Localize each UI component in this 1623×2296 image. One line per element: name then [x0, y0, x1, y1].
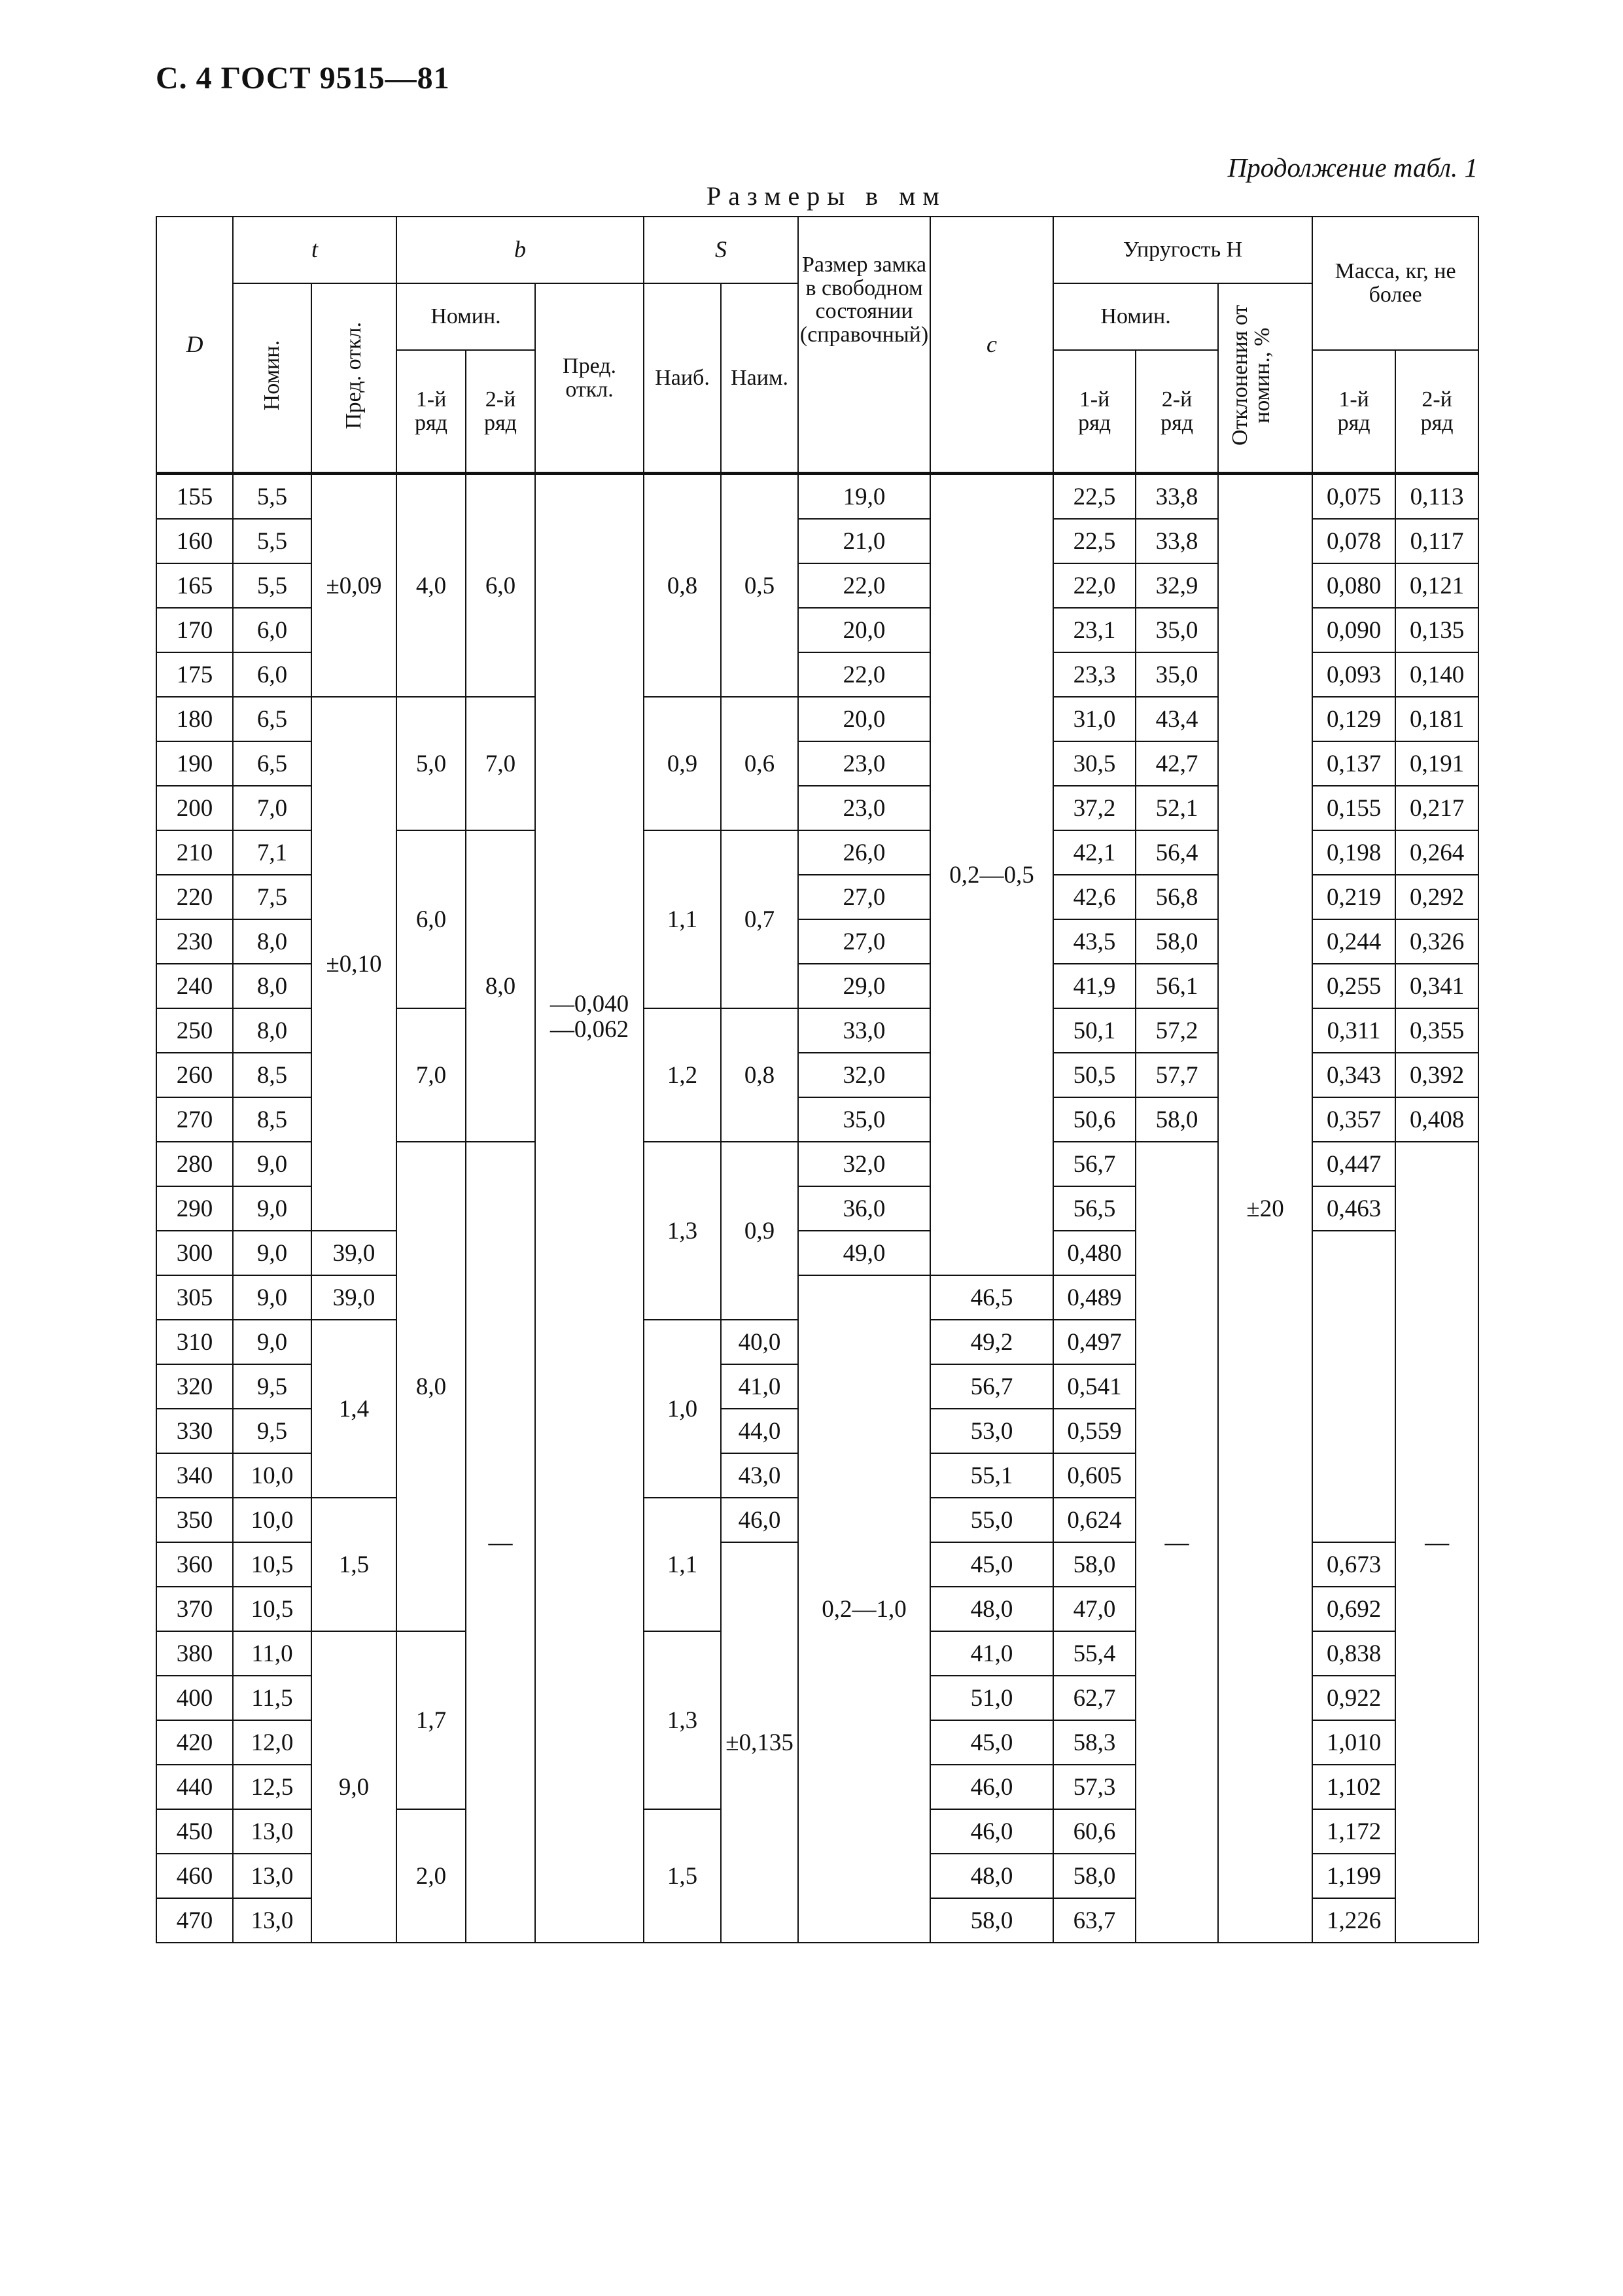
cell-u2: 57,2 [1136, 1008, 1218, 1053]
cell-zamok: 27,0 [798, 875, 930, 919]
cell-zamok: 48,0 [930, 1854, 1053, 1898]
cell-merged-b1: 5,0 [396, 697, 466, 830]
cell-zamok: 22,0 [798, 563, 930, 608]
cell-m1: 0,137 [1312, 741, 1395, 786]
cell-m2: 0,355 [1395, 1008, 1478, 1053]
cell-m1: 0,489 [1053, 1275, 1136, 1320]
cell-merged-smax: 1,4 [311, 1320, 396, 1498]
cell-m2: 0,341 [1395, 964, 1478, 1008]
cell-m1: 0,357 [1312, 1097, 1395, 1142]
cell-zamok: 21,0 [798, 519, 930, 563]
cell-merged-c: 0,2—1,0 [798, 1275, 930, 1943]
cell-u1: 47,0 [1053, 1587, 1136, 1631]
cell-t: 7,1 [233, 830, 311, 875]
cell-m1: 0,692 [1312, 1587, 1395, 1631]
cell-u1: 63,7 [1053, 1898, 1136, 1943]
cell-u1: 31,0 [1053, 697, 1136, 741]
cell-merged-b2: 7,0 [466, 697, 535, 830]
cell-d: 170 [156, 608, 233, 652]
cell-d: 155 [156, 474, 233, 520]
col-header-b-row2: 2-й ряд [466, 350, 535, 474]
cell-zamok: 20,0 [798, 697, 930, 741]
cell-u1: 42,1 [1053, 830, 1136, 875]
cell-d: 270 [156, 1097, 233, 1142]
cell-u1: 50,1 [1053, 1008, 1136, 1053]
cell-zamok: 58,0 [930, 1898, 1053, 1943]
cell-u2: 56,8 [1136, 875, 1218, 919]
cell-zamok: 44,0 [721, 1409, 798, 1453]
cell-d: 220 [156, 875, 233, 919]
cell-zamok: 33,0 [798, 1008, 930, 1053]
cell-zamok: 45,0 [930, 1720, 1053, 1765]
cell-m2: 0,140 [1395, 652, 1478, 697]
col-header-elasticity-nominal: Номин. [1053, 283, 1218, 350]
col-header-d: D [156, 217, 233, 474]
cell-u2: 33,8 [1136, 519, 1218, 563]
col-header-b-nominal: Номин. [396, 283, 535, 350]
cell-u1: 50,5 [1053, 1053, 1136, 1097]
cell-t: 10,0 [233, 1453, 311, 1498]
cell-u1: 49,0 [798, 1231, 930, 1275]
cell-merged-smax: 0,8 [644, 474, 721, 698]
cell-t: 13,0 [233, 1854, 311, 1898]
cell-merged-smin: 0,8 [721, 1008, 798, 1142]
cell-u1: 58,0 [1053, 1542, 1136, 1587]
cell-zamok: 29,0 [798, 964, 930, 1008]
cell-zamok: 35,0 [798, 1097, 930, 1142]
cell-t: 6,0 [233, 608, 311, 652]
cell-u1: 58,0 [1053, 1854, 1136, 1898]
col-header-c: c [930, 217, 1053, 474]
cell-m2: 0,135 [1395, 608, 1478, 652]
cell-d: 460 [156, 1854, 233, 1898]
cell-merged-ttol: ±0,09 [311, 474, 396, 698]
dimensions-table [156, 216, 1479, 1943]
cell-t: 10,5 [233, 1587, 311, 1631]
cell-u2: 58,0 [1136, 1097, 1218, 1142]
cell-u1: 49,2 [930, 1320, 1053, 1364]
cell-t: 12,0 [233, 1720, 311, 1765]
cell-zamok: 46,0 [721, 1498, 798, 1542]
cell-zamok: 27,0 [798, 919, 930, 964]
table-header [156, 217, 1478, 474]
col-header-b-row1: 1-й ряд [396, 350, 466, 474]
cell-t: 8,5 [233, 1053, 311, 1097]
cell-m1: 0,463 [1312, 1186, 1395, 1231]
cell-m1: 0,244 [1312, 919, 1395, 964]
cell-d: 165 [156, 563, 233, 608]
cell-t: 6,5 [233, 741, 311, 786]
cell-zamok: 41,0 [721, 1364, 798, 1409]
cell-t: 13,0 [233, 1809, 311, 1854]
cell-d: 370 [156, 1587, 233, 1631]
cell-t: 10,5 [233, 1542, 311, 1587]
cell-merged-smax: 1,3 [644, 1142, 721, 1320]
col-header-elasticity-row2: 2-й ряд [1136, 350, 1218, 474]
cell-zamok: 39,0 [311, 1231, 396, 1275]
cell-zamok: 41,0 [930, 1631, 1053, 1676]
cell-merged-smax: 1,5 [311, 1498, 396, 1631]
cell-t: 9,0 [233, 1142, 311, 1186]
cell-merged-b2: 6,0 [466, 474, 535, 698]
cell-d: 240 [156, 964, 233, 1008]
cell-m1: 0,838 [1312, 1631, 1395, 1676]
cell-m2: 0,408 [1395, 1097, 1478, 1142]
cell-zamok: 48,0 [930, 1587, 1053, 1631]
cell-u1: 22,0 [1053, 563, 1136, 608]
cell-zamok: 45,0 [930, 1542, 1053, 1587]
cell-m1: 0,075 [1312, 474, 1395, 520]
cell-m1: 0,311 [1312, 1008, 1395, 1053]
cell-d: 350 [156, 1498, 233, 1542]
cell-m1: 0,129 [1312, 697, 1395, 741]
cell-t: 12,5 [233, 1765, 311, 1809]
b-tolerance-lower: —0,062 [550, 1016, 629, 1043]
cell-m1: 0,219 [1312, 875, 1395, 919]
cell-u1: 56,7 [1053, 1142, 1136, 1186]
cell-merged-b1: 7,0 [396, 1008, 466, 1142]
cell-merged-smin: 0,7 [721, 830, 798, 1008]
dimensions-caption: Размеры в мм [707, 181, 947, 211]
col-header-s-max: Наиб. [644, 283, 721, 474]
cell-merged-otk: ±20 [1218, 474, 1312, 1943]
page-header: С. 4 ГОСТ 9515—81 [156, 61, 450, 96]
cell-merged-smax: 1,2 [644, 1008, 721, 1142]
cell-t: 6,5 [233, 697, 311, 741]
cell-zamok: 23,0 [798, 741, 930, 786]
cell-m1: 0,093 [1312, 652, 1395, 697]
cell-m2: 0,121 [1395, 563, 1478, 608]
cell-m2: 0,113 [1395, 474, 1478, 520]
cell-zamok: 40,0 [721, 1320, 798, 1364]
cell-zamok: 51,0 [930, 1676, 1053, 1720]
cell-zamok: 36,0 [798, 1186, 930, 1231]
cell-u1: 41,9 [1053, 964, 1136, 1008]
cell-zamok: 19,0 [798, 474, 930, 520]
cell-m1: 1,102 [1312, 1765, 1395, 1809]
cell-u1: 43,5 [1053, 919, 1136, 964]
cell-t: 9,0 [233, 1275, 311, 1320]
cell-zamok: 46,0 [930, 1765, 1053, 1809]
col-header-elasticity-row1: 1-й ряд [1053, 350, 1136, 474]
cell-merged-smin: 1,3 [644, 1631, 721, 1809]
cell-m2: 0,117 [1395, 519, 1478, 563]
cell-m1: 0,922 [1312, 1676, 1395, 1720]
cell-t: 8,0 [233, 1008, 311, 1053]
cell-u2: 56,4 [1136, 830, 1218, 875]
cell-t: 7,0 [233, 786, 311, 830]
cell-t: 8,0 [233, 919, 311, 964]
cell-merged-smin: 0,9 [721, 1142, 798, 1320]
cell-d: 250 [156, 1008, 233, 1053]
cell-u1: 50,6 [1053, 1097, 1136, 1142]
b-tolerance-upper: —0,040 [550, 991, 629, 1017]
cell-d: 305 [156, 1275, 233, 1320]
cell-m1: 0,673 [1312, 1542, 1395, 1587]
cell-m2: 0,181 [1395, 697, 1478, 741]
cell-t: 7,5 [233, 875, 311, 919]
cell-u1: 55,0 [930, 1498, 1053, 1542]
cell-m1: 0,080 [1312, 563, 1395, 608]
cell-u1: 46,5 [930, 1275, 1053, 1320]
cell-d: 260 [156, 1053, 233, 1097]
cell-merged-smin: 0,6 [721, 697, 798, 830]
cell-d: 300 [156, 1231, 233, 1275]
cell-m1: 0,605 [1053, 1453, 1136, 1498]
cell-merged-smax: 0,9 [644, 697, 721, 830]
cell-zamok: 20,0 [798, 608, 930, 652]
col-header-mass: Масса, кг, не более [1312, 217, 1478, 350]
cell-u1: 60,6 [1053, 1809, 1136, 1854]
cell-m2: 0,326 [1395, 919, 1478, 964]
cell-t: 11,0 [233, 1631, 311, 1676]
cell-d: 230 [156, 919, 233, 964]
table-row [156, 474, 1478, 520]
cell-merged-ttol: ±0,10 [311, 697, 396, 1231]
cell-d: 320 [156, 1364, 233, 1409]
cell-d: 290 [156, 1186, 233, 1231]
cell-t: 9,5 [233, 1364, 311, 1409]
cell-zamok: 26,0 [798, 830, 930, 875]
col-header-mass-row2: 2-й ряд [1395, 350, 1478, 474]
cell-d: 470 [156, 1898, 233, 1943]
cell-m1: 0,541 [1053, 1364, 1136, 1409]
col-header-elasticity: Упругость Н [1053, 217, 1312, 283]
cell-d: 310 [156, 1320, 233, 1364]
cell-u2: 58,0 [1136, 919, 1218, 964]
cell-t: 9,0 [233, 1186, 311, 1231]
cell-u1: 57,3 [1053, 1765, 1136, 1809]
col-header-b-tolerance: Пред. откл. [535, 283, 644, 474]
cell-u2: 56,1 [1136, 964, 1218, 1008]
col-header-t-nominal: Номин. [233, 283, 311, 474]
col-header-elasticity-deviation: Отклонения от номин., % [1218, 283, 1312, 474]
cell-merged-b1: 8,0 [396, 1142, 466, 1631]
cell-u2: 32,9 [1136, 563, 1218, 608]
cell-m2: 0,217 [1395, 786, 1478, 830]
cell-u2: 35,0 [1136, 652, 1218, 697]
cell-m1: 0,078 [1312, 519, 1395, 563]
cell-m1: 0,497 [1053, 1320, 1136, 1364]
cell-m1: 1,172 [1312, 1809, 1395, 1854]
cell-m1: 0,343 [1312, 1053, 1395, 1097]
cell-u2: 33,8 [1136, 474, 1218, 520]
cell-t: 10,0 [233, 1498, 311, 1542]
cell-u1: 37,2 [1053, 786, 1136, 830]
cell-d: 210 [156, 830, 233, 875]
cell-t: 9,0 [233, 1320, 311, 1364]
cell-u1: 22,5 [1053, 519, 1136, 563]
cell-d: 360 [156, 1542, 233, 1587]
col-header-s-min: Наим. [721, 283, 798, 474]
cell-m1: 1,010 [1312, 1720, 1395, 1765]
cell-u1: 55,4 [1053, 1631, 1136, 1676]
cell-merged-smin: 1,0 [644, 1320, 721, 1498]
cell-m1: 0,090 [1312, 608, 1395, 652]
cell-m1: 0,624 [1053, 1498, 1136, 1542]
cell-d: 340 [156, 1453, 233, 1498]
cell-d: 400 [156, 1676, 233, 1720]
cell-m1: 1,226 [1312, 1898, 1395, 1943]
cell-u1: 22,5 [1053, 474, 1136, 520]
table-continuation-label: Продолжение табл. 1 [1227, 152, 1478, 183]
cell-m1: 0,255 [1312, 964, 1395, 1008]
col-header-t: t [233, 217, 396, 283]
cell-m2: 0,392 [1395, 1053, 1478, 1097]
cell-t: 8,0 [233, 964, 311, 1008]
cell-u1: 56,7 [930, 1364, 1053, 1409]
cell-t: 13,0 [233, 1898, 311, 1943]
cell-m1: 0,447 [1312, 1142, 1395, 1186]
cell-m2: 0,264 [1395, 830, 1478, 875]
cell-m1: 1,199 [1312, 1854, 1395, 1898]
cell-u2: 57,7 [1136, 1053, 1218, 1097]
cell-d: 160 [156, 519, 233, 563]
cell-t: 5,5 [233, 474, 311, 520]
cell-m1: 0,559 [1053, 1409, 1136, 1453]
cell-merged-smax: 1,7 [396, 1631, 466, 1809]
cell-t: 9,0 [233, 1231, 311, 1275]
cell-merged-m2: — [1395, 1142, 1478, 1943]
table-container [156, 216, 1479, 1943]
cell-t: 5,5 [233, 519, 311, 563]
cell-zamok: 46,0 [930, 1809, 1053, 1854]
cell-d: 280 [156, 1142, 233, 1186]
cell-u2: 43,4 [1136, 697, 1218, 741]
cell-merged-smax: 2,0 [396, 1809, 466, 1943]
cell-merged-smax: 1,1 [644, 830, 721, 1008]
cell-d: 380 [156, 1631, 233, 1676]
col-header-s: S [644, 217, 798, 283]
cell-d: 330 [156, 1409, 233, 1453]
cell-merged-b2: — [466, 1142, 535, 1943]
table-body [156, 474, 1478, 1943]
col-header-t-tolerance: Пред. откл. [311, 283, 396, 474]
col-header-gap-size: Размер замка в свободном состоянии (справочный) [798, 217, 930, 474]
cell-u1: 42,6 [1053, 875, 1136, 919]
col-header-mass-row1: 1-й ряд [1312, 350, 1395, 474]
cell-u1: 55,1 [930, 1453, 1053, 1498]
cell-merged-smin: 1,1 [644, 1498, 721, 1631]
cell-merged-smin: 0,5 [721, 474, 798, 698]
cell-u2: 52,1 [1136, 786, 1218, 830]
cell-zamok: 23,0 [798, 786, 930, 830]
cell-d: 420 [156, 1720, 233, 1765]
cell-u2: 42,7 [1136, 741, 1218, 786]
cell-zamok: 32,0 [798, 1142, 930, 1186]
cell-t: 9,5 [233, 1409, 311, 1453]
cell-merged-ttol: ±0,135 [721, 1542, 798, 1943]
cell-merged-btol [535, 474, 644, 1943]
cell-t: 8,5 [233, 1097, 311, 1142]
cell-zamok: 32,0 [798, 1053, 930, 1097]
cell-m1: 0,198 [1312, 830, 1395, 875]
cell-d: 450 [156, 1809, 233, 1854]
cell-merged-b1: 6,0 [396, 830, 466, 1008]
cell-d: 190 [156, 741, 233, 786]
cell-m1: 0,480 [1053, 1231, 1136, 1275]
col-header-b: b [396, 217, 644, 283]
cell-t: 5,5 [233, 563, 311, 608]
cell-merged-b2: 8,0 [466, 830, 535, 1142]
cell-merged-u2: — [1136, 1142, 1218, 1943]
cell-d: 200 [156, 786, 233, 830]
cell-u1: 58,3 [1053, 1720, 1136, 1765]
cell-merged-smin: 1,5 [644, 1809, 721, 1943]
cell-u1: 23,3 [1053, 652, 1136, 697]
cell-m2: 0,191 [1395, 741, 1478, 786]
cell-u1: 53,0 [930, 1409, 1053, 1453]
cell-zamok: 39,0 [311, 1275, 396, 1320]
cell-u1: 56,5 [1053, 1186, 1136, 1231]
cell-m1: 0,155 [1312, 786, 1395, 830]
cell-zamok: 22,0 [798, 652, 930, 697]
cell-merged-b1: 4,0 [396, 474, 466, 698]
cell-d: 180 [156, 697, 233, 741]
cell-u2: 35,0 [1136, 608, 1218, 652]
cell-m2: 0,292 [1395, 875, 1478, 919]
cell-merged-b1: 9,0 [311, 1631, 396, 1943]
cell-u1: 23,1 [1053, 608, 1136, 652]
cell-d: 440 [156, 1765, 233, 1809]
cell-u1: 62,7 [1053, 1676, 1136, 1720]
cell-t: 11,5 [233, 1676, 311, 1720]
cell-t: 6,0 [233, 652, 311, 697]
cell-zamok: 43,0 [721, 1453, 798, 1498]
cell-merged-c: 0,2—0,5 [930, 474, 1053, 1276]
cell-d: 175 [156, 652, 233, 697]
cell-u1: 30,5 [1053, 741, 1136, 786]
